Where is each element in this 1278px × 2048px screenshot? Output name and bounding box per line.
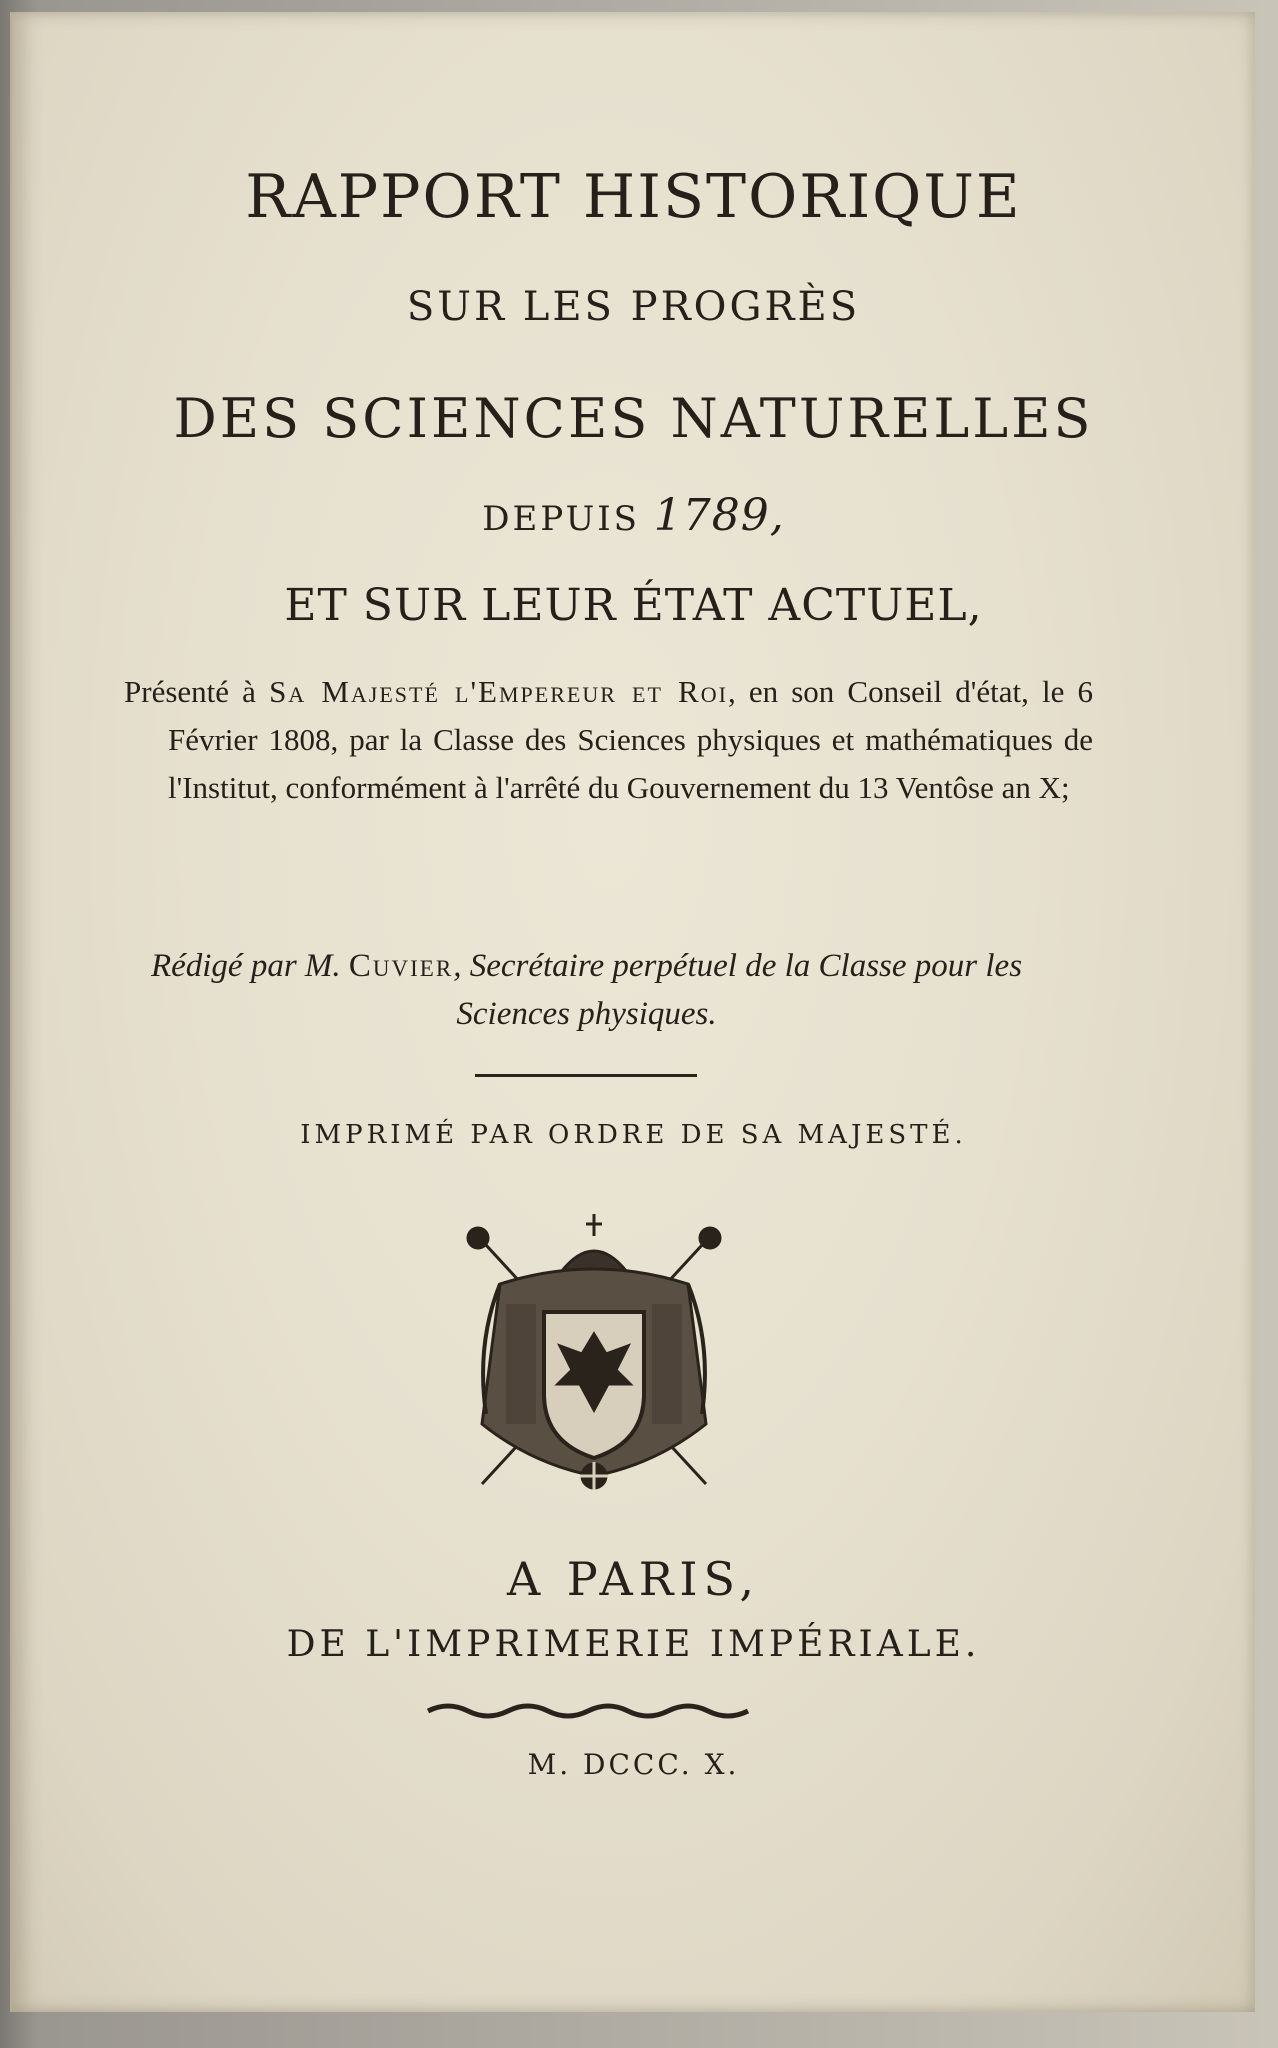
title-line-2: SUR LES PROGRÈS (406, 284, 861, 330)
title-line-1: RAPPORT HISTORIQUE (245, 162, 1022, 232)
redige-role: , Secrétaire perpétuel de la Classe pour les Sciences physiques. (453, 948, 1023, 1032)
title-year: 1789, (653, 490, 785, 541)
divider-rule (475, 1074, 697, 1077)
editor-paragraph (124, 942, 1049, 1038)
imperial-coat-of-arms-icon (456, 1214, 732, 1498)
redige-author: Cuvier (348, 948, 454, 984)
ornamental-wave-rule (426, 1700, 756, 1722)
title-page (10, 12, 1255, 2012)
presented-intro: Présenté à (124, 674, 256, 709)
title-line-4 (12, 490, 1255, 541)
title-line-5: ET SUR LEUR ÉTAT ACTUEL, (284, 580, 983, 631)
presented-majesty: Sa Majesté l'Empereur et Roi (269, 674, 728, 709)
imprint-printer: DE L'IMPRIMERIE IMPÉRIALE. (286, 1624, 981, 1665)
presentation-paragraph (124, 668, 1093, 812)
imprint-order: IMPRIMÉ PAR ORDRE DE SA MAJESTÉ. (300, 1120, 967, 1150)
imprint-date: M. DCCC. X. (527, 1748, 740, 1781)
redige-by: par M. (250, 948, 341, 984)
redige-label: Rédigé (150, 948, 243, 984)
title-line-3: DES SCIENCES NATURELLES (173, 387, 1094, 450)
title-depuis: DEPUIS (482, 499, 640, 539)
presented-rest: , en son Conseil d'état, le 6 Février 1808, par la Classe des Sciences physiques et mathématiques de l'Institut, conformément à l'arrêté du Gouvernement du 13 Ventôse an X; (168, 674, 1093, 805)
imprint-place: A PARIS, (506, 1552, 761, 1606)
